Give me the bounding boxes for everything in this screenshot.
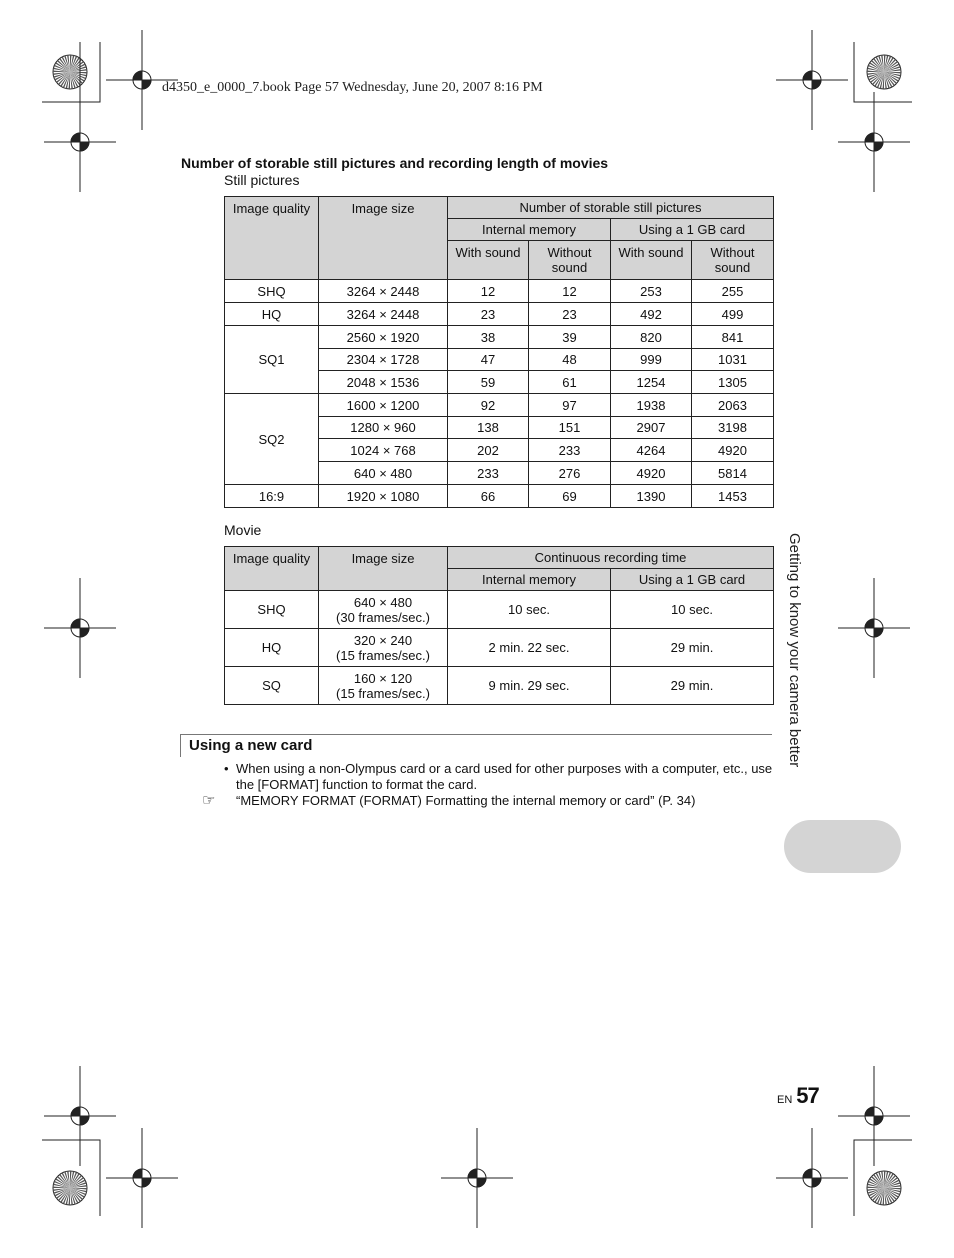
value-cell: 2063 <box>692 394 774 417</box>
frame-rate-text: (15 frames/sec.) <box>336 685 430 701</box>
internal-time-cell: 10 sec. <box>448 591 611 629</box>
value-cell: 1938 <box>611 394 692 417</box>
value-cell: 92 <box>448 394 529 417</box>
language-code: EN <box>777 1094 793 1106</box>
chapter-side-label: Getting to know your camera better <box>786 533 803 768</box>
book-header-line: d4350_e_0000_7.book Page 57 Wednesday, June 20, 2007 8:16 PM <box>162 80 543 95</box>
quality-cell: HQ <box>225 629 319 667</box>
value-cell: 820 <box>611 326 692 349</box>
table-row <box>225 591 774 629</box>
value-cell: 999 <box>611 349 692 371</box>
table-row <box>225 280 774 303</box>
quality-cell: HQ <box>225 303 319 326</box>
bullet-text: When using a non-Olympus card or a card used for other purposes with a computer, etc., use the [FORMAT] function to format the card. <box>236 761 773 792</box>
size-cell: 2048 × 1536 <box>319 371 448 394</box>
cross-reference <box>202 791 695 809</box>
header-with-sound: With sound <box>448 241 529 280</box>
value-cell: 59 <box>448 371 529 394</box>
internal-time-cell: 2 min. 22 sec. <box>448 629 611 667</box>
value-cell: 69 <box>529 485 611 508</box>
value-cell: 4920 <box>692 439 774 462</box>
internal-time-cell: 9 min. 29 sec. <box>448 667 611 705</box>
bullet-dot: • <box>224 761 229 776</box>
size-cell: 1920 × 1080 <box>319 485 448 508</box>
movie-label: Movie <box>224 522 262 538</box>
table-row <box>225 485 774 508</box>
header-1gb-card: Using a 1 GB card <box>611 569 774 591</box>
value-cell: 2907 <box>611 417 692 439</box>
size-cell: 1280 × 960 <box>319 417 448 439</box>
size-cell: 1600 × 1200 <box>319 394 448 417</box>
value-cell: 233 <box>448 462 529 485</box>
value-cell: 1305 <box>692 371 774 394</box>
value-cell: 12 <box>529 280 611 303</box>
quality-cell: 16:9 <box>225 485 319 508</box>
header-image-size: Image size <box>319 547 448 591</box>
new-card-heading <box>180 734 772 757</box>
quality-cell: SQ1 <box>225 326 319 394</box>
value-cell: 841 <box>692 326 774 349</box>
frame-rate-text: (30 frames/sec.) <box>336 609 430 625</box>
size-cell: 3264 × 2448 <box>319 303 448 326</box>
header-internal-memory: Internal memory <box>448 569 611 591</box>
value-cell: 138 <box>448 417 529 439</box>
quality-cell: SQ <box>225 667 319 705</box>
value-cell: 12 <box>448 280 529 303</box>
value-cell: 23 <box>529 303 611 326</box>
size-cell: 640 × 480 <box>319 462 448 485</box>
header-1gb-card: Using a 1 GB card <box>611 219 774 241</box>
value-cell: 151 <box>529 417 611 439</box>
header-recording-time: Continuous recording time <box>448 547 774 569</box>
chapter-tab <box>784 820 901 873</box>
table-row <box>225 326 774 349</box>
quality-cell: SHQ <box>225 591 319 629</box>
header-internal-memory: Internal memory <box>448 219 611 241</box>
quality-cell: SHQ <box>225 280 319 303</box>
card-time-cell: 10 sec. <box>611 591 774 629</box>
header-with-sound: With sound <box>611 241 692 280</box>
size-cell <box>319 591 448 629</box>
value-cell: 1453 <box>692 485 774 508</box>
value-cell: 4264 <box>611 439 692 462</box>
value-cell: 202 <box>448 439 529 462</box>
table-row <box>225 667 774 705</box>
frame-rate-text: (15 frames/sec.) <box>336 647 430 663</box>
pointing-hand-icon: ☞ <box>202 792 216 809</box>
value-cell: 1031 <box>692 349 774 371</box>
value-cell: 1390 <box>611 485 692 508</box>
value-cell: 1254 <box>611 371 692 394</box>
header-image-quality: Image quality <box>225 547 319 591</box>
size-text: 640 × 480 <box>353 594 413 610</box>
value-cell: 499 <box>692 303 774 326</box>
size-text: 320 × 240 <box>353 632 413 648</box>
page-number-value: 57 <box>796 1083 819 1108</box>
still-pictures-table <box>224 196 774 508</box>
value-cell: 97 <box>529 394 611 417</box>
size-cell <box>319 629 448 667</box>
reference-text: “MEMORY FORMAT (FORMAT) Formatting the internal memory or card” (P. 34) <box>236 793 696 808</box>
header-number-storable: Number of storable still pictures <box>448 197 774 219</box>
page-number <box>777 1083 819 1109</box>
new-card-title: Using a new card <box>189 737 313 754</box>
table-row <box>225 629 774 667</box>
table-row <box>225 303 774 326</box>
header-image-size: Image size <box>319 197 448 280</box>
value-cell: 66 <box>448 485 529 508</box>
value-cell: 23 <box>448 303 529 326</box>
size-cell: 3264 × 2448 <box>319 280 448 303</box>
value-cell: 276 <box>529 462 611 485</box>
value-cell: 48 <box>529 349 611 371</box>
header-without-sound: Without sound <box>692 241 774 280</box>
heading-rule <box>180 735 181 757</box>
still-pictures-label: Still pictures <box>224 172 300 188</box>
value-cell: 39 <box>529 326 611 349</box>
size-text: 160 × 120 <box>353 670 413 686</box>
value-cell: 253 <box>611 280 692 303</box>
value-cell: 233 <box>529 439 611 462</box>
value-cell: 38 <box>448 326 529 349</box>
card-time-cell: 29 min. <box>611 629 774 667</box>
header-image-quality: Image quality <box>225 197 319 280</box>
size-cell: 2560 × 1920 <box>319 326 448 349</box>
quality-cell: SQ2 <box>225 394 319 485</box>
section-title: Number of storable still pictures and recording length of movies <box>181 155 609 171</box>
value-cell: 3198 <box>692 417 774 439</box>
value-cell: 61 <box>529 371 611 394</box>
value-cell: 4920 <box>611 462 692 485</box>
card-time-cell: 29 min. <box>611 667 774 705</box>
size-cell: 1024 × 768 <box>319 439 448 462</box>
movie-table <box>224 546 774 705</box>
size-cell: 2304 × 1728 <box>319 349 448 371</box>
value-cell: 47 <box>448 349 529 371</box>
value-cell: 5814 <box>692 462 774 485</box>
value-cell: 255 <box>692 280 774 303</box>
size-cell <box>319 667 448 705</box>
value-cell: 492 <box>611 303 692 326</box>
header-without-sound: Without sound <box>529 241 611 280</box>
table-row <box>225 394 774 417</box>
